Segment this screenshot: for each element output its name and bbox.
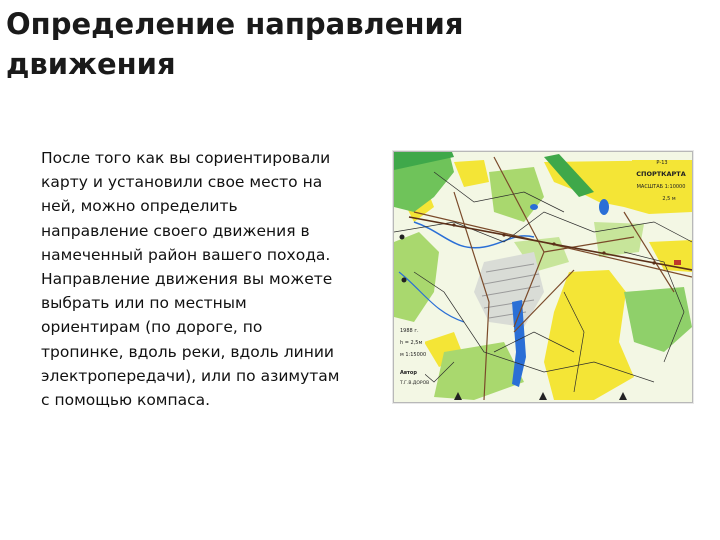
map-label-author-name: Т.Г.В.ДОРОВ — [400, 381, 430, 386]
map-label-author: Автор — [400, 370, 417, 376]
map-label-scale: МАСШТАБ 1:10000 — [636, 184, 686, 190]
map-label-relief: h = 2,5м — [400, 340, 423, 346]
map-label-year: 1988 г. — [400, 328, 419, 334]
slide-body-text: После того как вы сориентировали карту и установили свое место на ней, можно определить направление своего движения в намеченный район вашего похода. Направление движения вы можете выбрать или по местным ориентирам (по дороге, по тропинке, вдоль реки, вдоль линии электропередачи), или по азимутам с помощью компаса. — [41, 149, 340, 410]
map-label-header: СПОРТКАРТА — [636, 170, 686, 178]
map-label-scale-small: м 1:15000 — [400, 352, 427, 358]
orienteering-map-image — [393, 151, 693, 403]
map-label-sheet: Р-13 — [656, 160, 668, 166]
map-label-contour: 2,5 м — [662, 196, 676, 202]
map-graphic — [394, 152, 692, 402]
slide-title: Определение направления движения — [6, 7, 464, 81]
